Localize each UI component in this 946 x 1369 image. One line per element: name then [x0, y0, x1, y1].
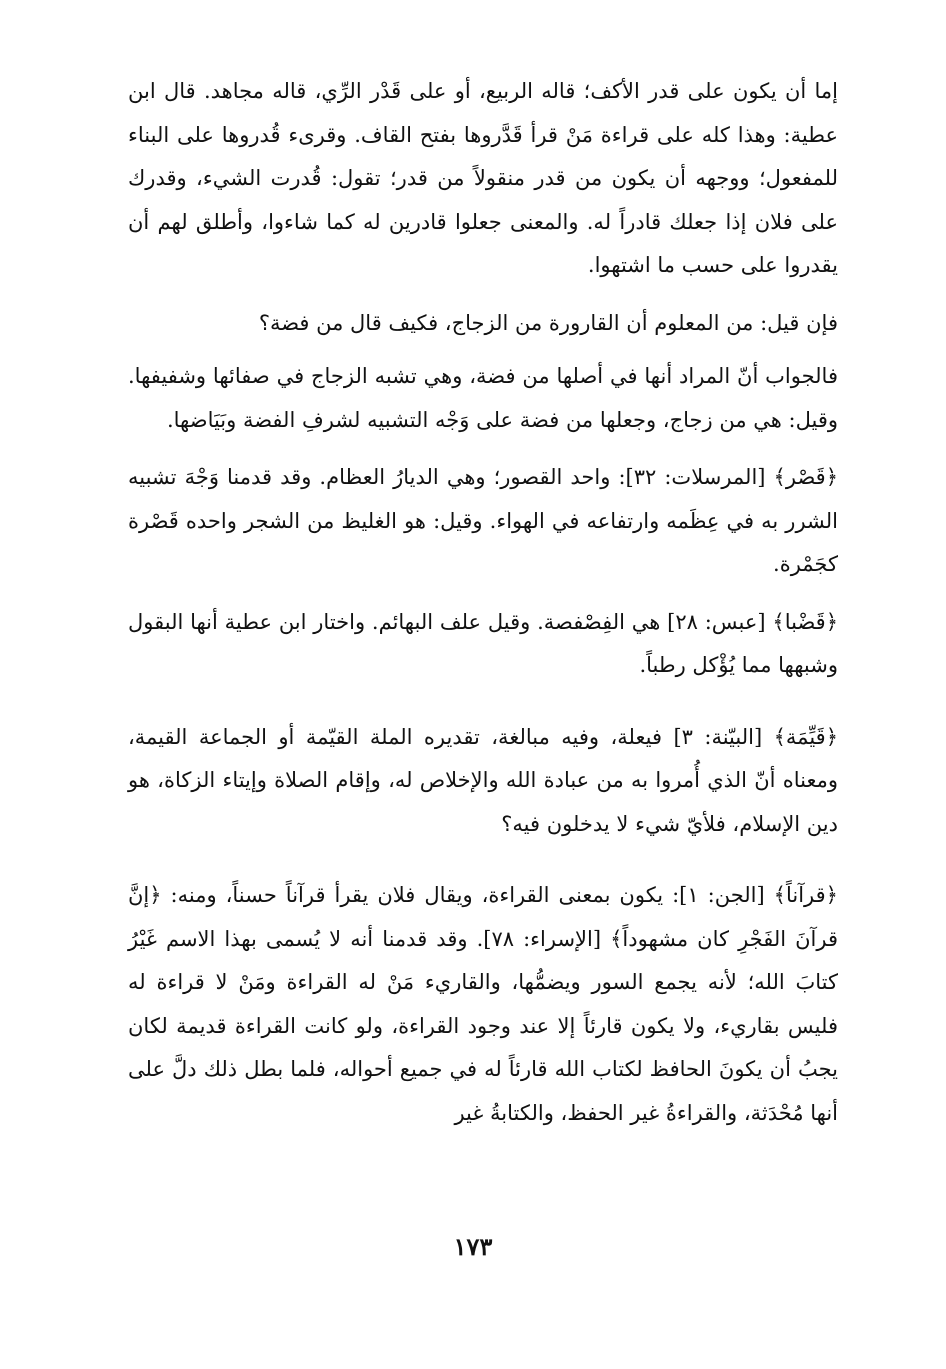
page-body — [128, 70, 838, 1135]
paragraph-qadar-continuation: إما أن يكون على قدر الأكف؛ قاله الربيع، أو على قَدْر الرِّي، قاله مجاهد. قال ابن عطية: وهذا كله على قراءة مَنْ قرأ قَدَّروها بفتح القاف. وقرىء قُدروها على البناء للمفعول؛ ووجهه أن يكون من قدر منقولاً من قدر؛ تقول: قُدرت الشيء، وقدرك على فلان إذا جعلك قادراً له. والمعنى جعلوا قادرين له كما شاءوا، وأطلق لهم أن يقدروا على حسب ما اشتهوا. — [128, 79, 838, 277]
paragraph-question-qarura: فإن قيل: من المعلوم أن القارورة من الزجاج، فكيف قال من فضة؟ — [258, 310, 838, 335]
paragraph-answer-qarura: فالجواب أنّ المراد أنها في أصلها من فضة، وهي تشبه الزجاج في صفائها وشفيفها. وقيل: هي من زجاج، وجعلها من فضة على وَجْه التشبيه لشرفِ الفضة وبَيَاضها. — [128, 364, 838, 432]
paragraph-entry-qayyima: ﴿قَيِّمَة﴾ [البيّنة: ٣] فيعلة، وفيه مبالغة، تقديره الملة القيّمة أو الجماعة القيمة، ومعناه أنّ الذي أُمروا به من عبادة الله والإخلاص له، وإقام الصلاة وإيتاء الزكاة، هو دين الإسلام، فلأيّ شيء لا يدخلون فيه؟ — [128, 724, 838, 836]
paragraph-entry-quran: ﴿قرآناً﴾ [الجن: ١]: يكون بمعنى القراءة، ويقال فلان يقرأ قرآناً حسناً، ومنه: ﴿إنَّ قرآنَ الفَجْرِ كان مشهوداً﴾ [الإسراء: ٧٨]. وقد قدمنا أنه لا يُسمى بهذا الاسم غَيْرُ كتابَ الله؛ لأنه يجمع السور ويضمُّها، والقاريء مَنْ له القراءة ومَنْ لا قراءة له فليس بقاريء، ولا يكون قارئاً إلا عند وجود القراءة، ولو كانت القراءة قديمة لكان يجبُ أن يكونَ الحافظ لكتاب الله قارئاً له في جميع أحواله، فلما بطل ذلك دلَّ على أنها مُحْدَثة، والقراءةُ غير الحفظ، والكتابةُ غير — [128, 883, 839, 1125]
paragraph-entry-qasr: ﴿قَصْر﴾ [المرسلات: ٣٢]: واحد القصور؛ وهي الديارُ العظام. وقد قدمنا وَجْهَ تشبيه الشرر به في عِظَمه وارتفاعه في الهواء. وقيل: هو الغليظ من الشجر واحده قَصْرة كجَمْرة. — [128, 465, 838, 576]
paragraph-entry-qadba: ﴿قَضْبا﴾ [عبس: ٢٨] هي الفِصْفصة. وقيل علف البهائم. واختار ابن عطية أنها البقول وشبهها مما يُؤْكل رطباً. — [128, 609, 838, 677]
page-number: ١٧٣ — [453, 1232, 493, 1261]
